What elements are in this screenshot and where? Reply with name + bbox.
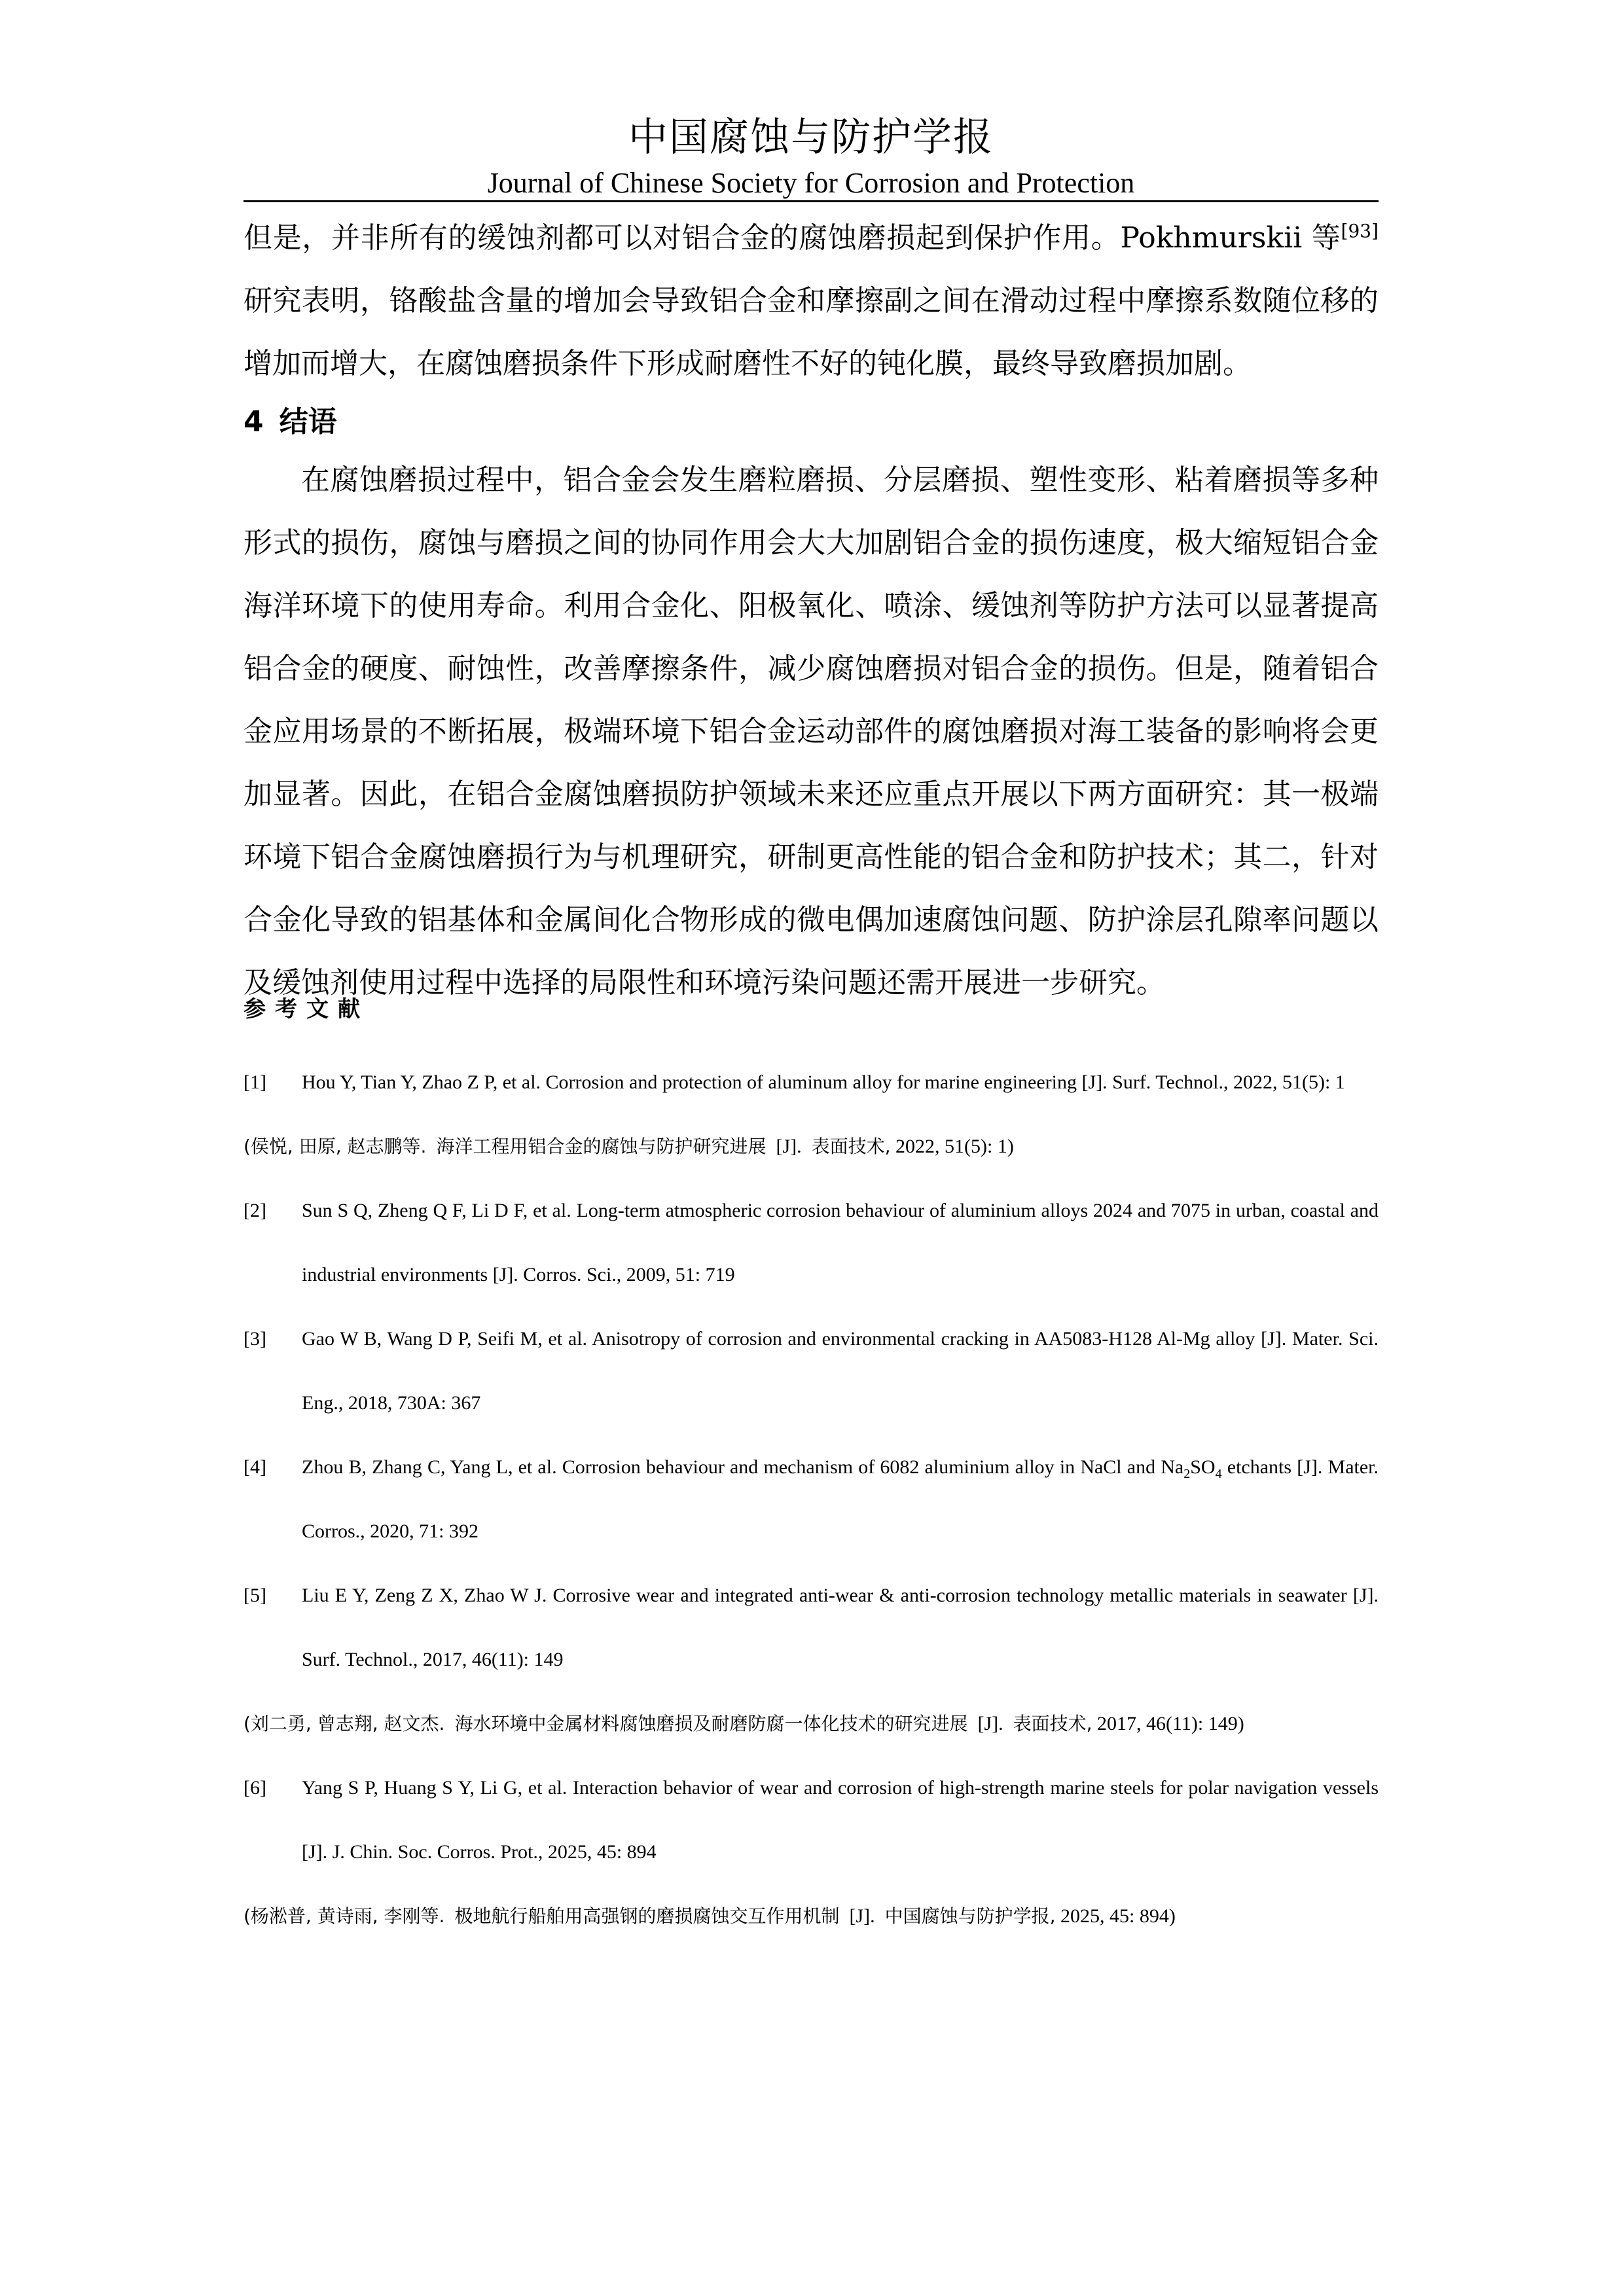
reference-text: Sun S Q, Zheng Q F, Li D F, et al. Long-term atmospheric corrosion behaviour of aluminium alloys 2024 and 7075 in urban, coastal and industrial environments [J]. Corros. Sci., 2009, 51: 719 — [302, 1200, 1379, 1285]
reference-number: [2] — [244, 1200, 266, 1221]
reference-translation: (侯悦, 田原, 赵志鹏等. 海洋工程用铝合金的腐蚀与防护研究进展 [J]. 表面技术, 2022, 51(5): 1) — [244, 1136, 1014, 1157]
reference-item — [244, 1307, 1379, 1435]
paragraph-1-text-a: 但是，并非所有的缓蚀剂都可以对铝合金的腐蚀磨损起到保护作用。Pokhmurskii 等 — [244, 221, 1341, 255]
section-heading — [244, 399, 337, 445]
reference-text: Gao W B, Wang D P, Seifi M, et al. Anisotropy of corrosion and environmental cracking in AA5083-H128 Al-Mg alloy [J]. Mater. Sci. Eng., 2018, 730A: 367 — [302, 1328, 1379, 1414]
reference-item — [244, 1050, 1379, 1115]
reference-number: [1] — [244, 1071, 266, 1093]
reference-text: Hou Y, Tian Y, Zhao Z P, et al. Corrosion and protection of aluminum alloy for marine engineering [J]. Surf. Technol., 2022, 51(5): 1 — [302, 1071, 1345, 1093]
reference-translation: (杨淞普, 黄诗雨, 李刚等. 极地航行船舶用高强钢的磨损腐蚀交互作用机制 [J]. 中国腐蚀与防护学报, 2025, 45: 894) — [244, 1905, 1176, 1927]
reference-text: Liu E Y, Zeng Z X, Zhao W J. Corrosive wear and integrated anti-wear & anti-corrosion technology metallic materials in seawater [J]. Surf. Technol., 2017, 46(11): 149 — [302, 1585, 1379, 1670]
reference-list — [244, 1050, 1379, 1948]
reference-item — [244, 1179, 1379, 1307]
reference-number: [6] — [244, 1777, 266, 1799]
reference-text: Yang S P, Huang S Y, Li G, et al. Interaction behavior of wear and corrosion of high-strength marine steels for polar navigation vessels [J]. J. Chin. Soc. Corros. Prot., 2025, 45: 894 — [302, 1777, 1379, 1863]
section-number: 4 — [244, 405, 264, 439]
section-title: 结语 — [279, 405, 337, 439]
reference-translation: (刘二勇, 曾志翔, 赵文杰. 海水环境中金属材料腐蚀磨损及耐磨防腐一体化技术的研究进展 [J]. 表面技术, 2017, 46(11): 149) — [244, 1713, 1244, 1734]
journal-header — [244, 111, 1379, 200]
body-paragraph-1 — [244, 207, 1379, 395]
reference-number: [4] — [244, 1456, 266, 1478]
references-title: 参 考 文 献 — [244, 996, 360, 1022]
reference-number: [5] — [244, 1585, 266, 1606]
reference-item — [244, 1756, 1379, 1884]
header-rule — [244, 200, 1379, 202]
reference-item — [244, 1435, 1379, 1564]
reference-item — [244, 1564, 1379, 1692]
reference-text: Zhou B, Zhang C, Yang L, et al. Corrosion behaviour and mechanism of 6082 aluminium alloy in NaCl and $Na_2SO_4$ etchants [J]. Mater. Corros., 2020, 71: 392 — [302, 1456, 1379, 1542]
citation-93: [93] — [1341, 220, 1379, 242]
reference-number: [3] — [244, 1328, 266, 1350]
body-paragraph-2: 在腐蚀磨损过程中，铝合金会发生磨粒磨损、分层磨损、塑性变形、粘着磨损等多种形式的损伤，腐蚀与磨损之间的协同作用会大大加剧铝合金的损伤速度，极大缩短铝合金海洋环境下的使用寿命。利用合金化、阳极氧化、喷涂、缓蚀剂等防护方法可以显著提高铝合金的硬度、耐蚀性，改善摩擦条件，减少腐蚀磨损对铝合金的损伤。但是，随着铝合金应用场景的不断拓展，极端环境下铝合金运动部件的腐蚀磨损对海工装备的影响将会更加显著。因此，在铝合金腐蚀磨损防护领域未来还应重点开展以下两方面研究：其一极端环境下铝合金腐蚀磨损行为与机理研究，研制更高性能的铝合金和防护技术；其二，针对合金化导致的铝基体和金属间化合物形成的微电偶加速腐蚀问题、防护涂层孔隙率问题以及缓蚀剂使用过程中选择的局限性和环境污染问题还需开展进一步研究。 — [244, 463, 1379, 999]
journal-title-cn: 中国腐蚀与防护学报 — [628, 115, 994, 160]
paragraph-1-text-b: 研究表明，铬酸盐含量的增加会导致铝合金和摩擦副之间在滑动过程中摩擦系数随位移的增加而增大，在腐蚀磨损条件下形成耐磨性不好的钝化膜，最终导致磨损加剧。 — [244, 284, 1379, 380]
journal-title-en: Journal of Chinese Society for Corrosion and Protection — [487, 167, 1135, 199]
